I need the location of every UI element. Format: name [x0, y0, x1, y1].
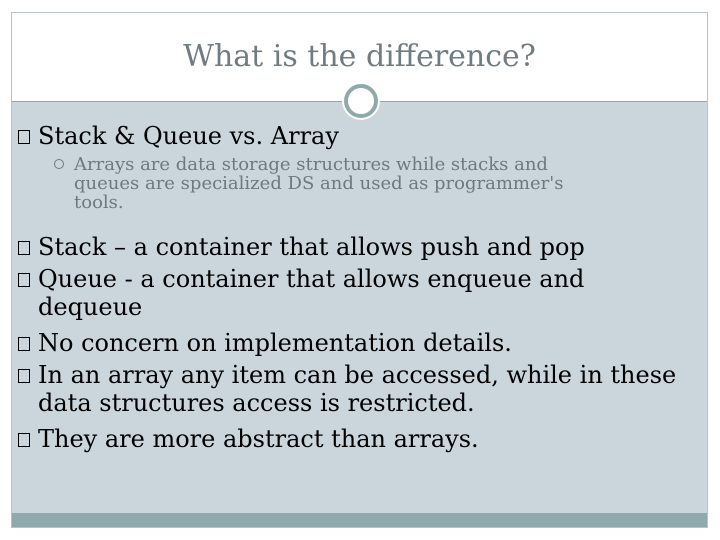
bullet-text: No concern on implementation details. — [38, 329, 512, 357]
box-bullet-icon — [18, 369, 30, 383]
slide — [11, 12, 708, 528]
ring-icon — [341, 81, 381, 121]
sub-bullet-text: queues are specialized DS and used as programmer's — [74, 173, 564, 194]
sub-bullet-text: Arrays are data storage structures while stacks and — [74, 154, 548, 175]
circle-bullet-icon — [54, 159, 64, 169]
bullet-text: Queue - a container that allows enqueue and — [38, 265, 585, 293]
box-bullet-icon — [18, 337, 30, 351]
box-bullet-icon — [18, 130, 30, 144]
bullet-text: In an array any item can be accessed, while in these — [38, 361, 677, 389]
box-bullet-icon — [18, 273, 30, 287]
bullet-text: Stack & Queue vs. Array — [38, 122, 339, 150]
box-bullet-icon — [18, 433, 30, 447]
slide-title: What is the difference? — [183, 39, 536, 74]
sub-bullet-text: tools. — [74, 192, 124, 213]
bullet-text: dequeue — [38, 293, 143, 321]
bullet-text: Stack – a container that allows push and pop — [38, 233, 585, 261]
bullet-text: data structures access is restricted. — [38, 389, 475, 417]
box-bullet-icon — [18, 241, 30, 255]
footer-bar — [12, 513, 707, 527]
bullet-text: They are more abstract than arrays. — [38, 425, 479, 453]
